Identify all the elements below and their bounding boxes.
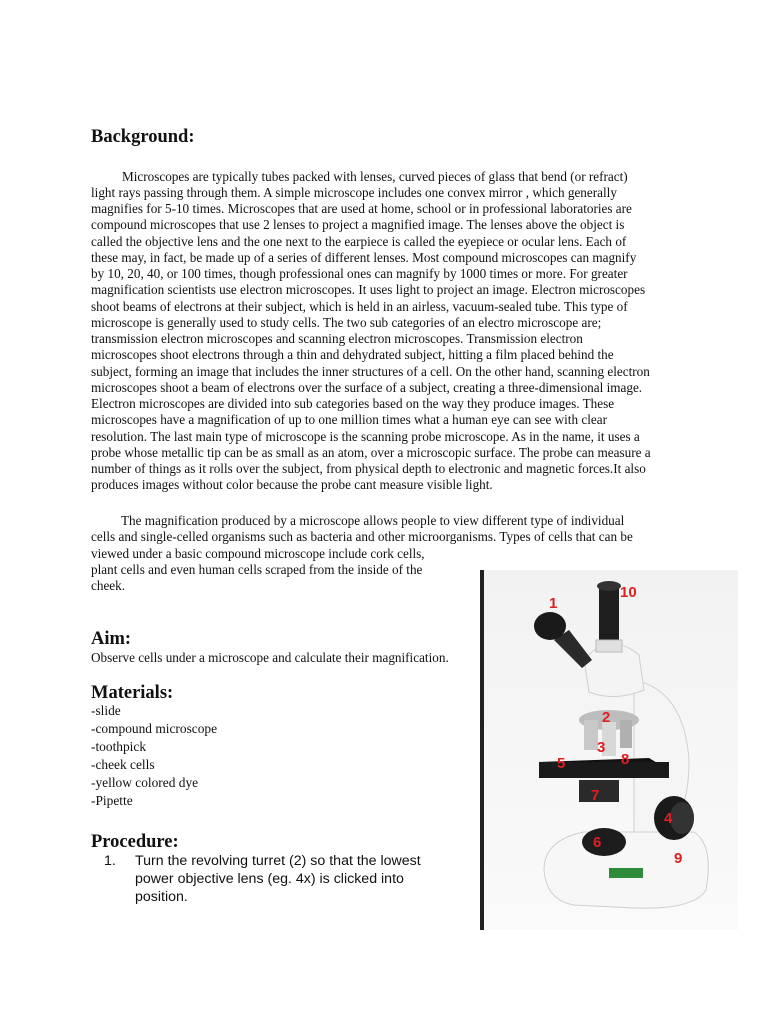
aim-heading: Aim: xyxy=(91,629,132,649)
paragraph-line: resolution. The last main type of microscope is the scanning probe microscope. As in the name, it uses a xyxy=(91,429,640,444)
paragraph-line: plant cells and even human cells scraped from the inside of the xyxy=(91,562,423,577)
step-text-line: power objective lens (eg. 4x) is clicked into xyxy=(135,871,404,887)
paragraph-line: Electron microscopes are divided into sub categories based on the way they produce images. These xyxy=(91,396,615,411)
paragraph-line: compound microscopes that use 2 lenses to project a magnified image. The lenses above the object is xyxy=(91,217,625,232)
step-text-line: position. xyxy=(135,889,188,905)
paragraph-line: microscopes shoot a beam of electrons over the surface of a subject, creating a three-dimensional image. xyxy=(91,380,643,395)
paragraph-line: called the objective lens and the one next to the earpiece is called the eyepiece or ocular lens. Each of xyxy=(91,234,627,249)
list-item: -Pipette xyxy=(91,793,133,808)
paragraph-line: produces images without color because the probe cant measure visible light. xyxy=(91,477,493,492)
figure-label: 6 xyxy=(593,834,602,851)
procedure-heading: Procedure: xyxy=(91,832,179,852)
paragraph-line: magnifies for 5-10 times. Microscopes that are used at home, school or in professional laboratories are xyxy=(91,201,632,216)
list-item: -toothpick xyxy=(91,739,147,754)
paragraph-line: microscopes shoot electrons through a thin and dehydrated subject, hitting a film placed behind the xyxy=(91,347,614,362)
figure-label: 10 xyxy=(620,584,637,601)
paragraph-line: cells and single-celled organisms such as bacteria and other microorganisms. Types of cells that can be xyxy=(91,529,633,544)
step-text-line: Turn the revolving turret (2) so that the lowest xyxy=(135,853,421,869)
paragraph-line: Microscopes are typically tubes packed with lenses, curved pieces of glass that bend (or refract) xyxy=(122,169,628,184)
microscope-illustration xyxy=(484,570,738,930)
materials-heading: Materials: xyxy=(91,683,174,703)
paragraph-line: viewed under a basic compound microscope include cork cells, xyxy=(91,546,425,561)
background-heading: Background: xyxy=(91,127,195,147)
paragraph-line: magnification scientists use electron microscopes. It uses light to project an image. Electron microscopes xyxy=(91,282,646,297)
aim-text: Observe cells under a microscope and calculate their magnification. xyxy=(91,650,449,665)
paragraph-line: light rays passing through them. A simple microscope includes one convex mirror , which generally xyxy=(91,185,617,200)
step-number: 1. xyxy=(104,853,116,869)
microscope-image xyxy=(480,570,738,930)
list-item: -cheek cells xyxy=(91,757,155,772)
figure-label: 1 xyxy=(549,595,558,612)
list-item: -compound microscope xyxy=(91,721,218,736)
list-item: -slide xyxy=(91,703,121,718)
paragraph-line: cheek. xyxy=(91,578,126,593)
figure-label: 3 xyxy=(597,739,606,756)
figure-label: 5 xyxy=(557,755,566,772)
paragraph-line: The magnification produced by a microscope allows people to view different type of individual xyxy=(121,513,625,528)
figure-label: 2 xyxy=(602,709,611,726)
paragraph-line: number of things as it rolls over the subject, from physical depth to electronic and magnetic forces.It also xyxy=(91,461,646,476)
figure-label: 4 xyxy=(664,810,673,827)
paragraph-line: subject, forming an image that includes the inner structures of a cell. On the other hand, scanning electron xyxy=(91,364,650,379)
paragraph-line: these may, in fact, be made up of a series of different lenses. Most compound microscopes can magnify xyxy=(91,250,637,265)
paragraph-line: transmission electron microscopes and scanning electron microscopes. Transmission electron xyxy=(91,331,583,346)
figure-label: 7 xyxy=(591,787,600,804)
paragraph-line: probe whose metallic tip can be as small as an atom, over a microscopic surface. The probe can measure a xyxy=(91,445,651,460)
paragraph-line: by 10, 20, 40, or 100 times, though professional ones can magnify by 1000 times or more. For greater xyxy=(91,266,628,281)
list-item: -yellow colored dye xyxy=(91,775,199,790)
figure-label: 9 xyxy=(674,850,683,867)
paragraph-line: microscope is generally used to study cells. The two sub categories of an electro microscope are; xyxy=(91,315,602,330)
figure-label: 8 xyxy=(621,751,630,768)
paragraph-line: microscopes have a magnification of up to one million times what a human eye can see with clear xyxy=(91,412,607,427)
paragraph-line: shoot beams of electrons at their subject, which is held in an airless, vacuum-sealed tube. This type of xyxy=(91,299,628,314)
